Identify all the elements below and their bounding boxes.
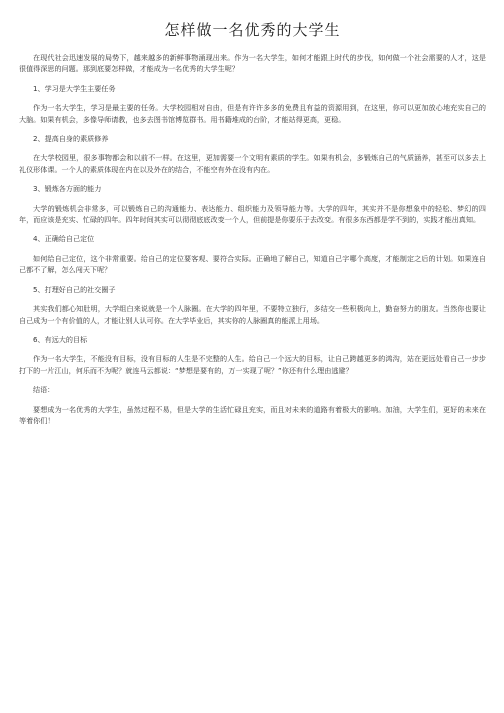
section-paragraph-3: 大学的锻炼机会非常多，可以锻炼自己的沟通能力、表达能力、组织能力及领导能力等。大学的四年，其实并不是你想象中的轻松、梦幻的四年，而应该是充实、忙碌的四年。四年时间其实可以彻彻底底改变一个人，但前提是你要乐于去改变。有很多东西都是学不到的，实践才能出真知。	[19, 203, 486, 225]
intro-paragraph: 在现代社会迅速发展的局势下，越来越多的新鲜事物涌现出来。作为一名大学生，如何才能跟上时代的步伐，如何做一个社会需要的人才，这是很值得深思的问题。那到底要怎样做，才能成为一名优秀的大学生呢？	[19, 53, 486, 74]
section-heading-1: 1、学习是大学生主要任务	[33, 83, 116, 93]
section-heading-5: 5、打理好自己的社交圈子	[33, 284, 116, 294]
section-paragraph-1: 作为一名大学生，学习是最主要的任务。大学校园相对自由，但是有许许多多的免费且有益的资源用到，在这里，你可以更加放心地充实自己的大脑。如果有机会，多像导师请教，也多去图书馆博览群书。用书籍堆成的台阶，才能站得更高，更稳。	[19, 103, 486, 124]
section-heading-3: 3、锻炼各方面的能力	[33, 184, 102, 194]
section-heading-4: 4、正确给自己定位	[33, 234, 95, 244]
document-title: 怎样做一名优秀的大学生	[164, 21, 341, 39]
conclusion-heading: 结语：	[33, 385, 55, 395]
section-paragraph-4: 如何给自己定位，这个非常重要。给自己的定位要客观、要符合实际。正确地了解自己，知道自己字哪个高度，才能制定之后的计划。如果连自己都不了解，怎么闯天下呢？	[19, 253, 486, 275]
section-heading-2: 2、提高自身的素质修养	[33, 134, 109, 144]
section-paragraph-6: 作为一名大学生，不能没有目标，没有目标的人生是不完整的人生。给自己一个远大的目标，让自己跨越更多的鸿沟，站在更远处看自己一步步打下的一片江山，何乐而不为呢？就连马云都说：“梦想是要有的，万一实现了呢？”你还有什么理由逃避？	[19, 354, 486, 375]
section-paragraph-5: 其实我们都心知肚明，大学组白来说就是一个人脉圈。在大学的四年里，不要特立独行，多结交一些积极向上，勤奋努力的朋友。当然你也要让自己成为一个有价值的人，才能让别人认可你。在大学毕业后，其实你的人脉圈真的能派上用场。	[19, 304, 486, 325]
section-paragraph-2: 在大学校园里，很多事物都会和以前不一样。在这里，更加需要一个文明有素质的学生。如果有机会，多锻炼自己的气质涵养，甚至可以多去上礼仪形体课。一个人的素质体现在内在以及外在的结合，不能空有外在没有内在。	[19, 153, 486, 174]
section-heading-6: 6、有远大的目标	[33, 334, 88, 344]
conclusion-paragraph: 要想成为一名优秀的大学生，虽然过程不易，但是大学的生活忙碌且充实，而且对未来的道路有着极大的影响。加油，大学生们，更好的未来在等着你们！	[19, 404, 486, 425]
